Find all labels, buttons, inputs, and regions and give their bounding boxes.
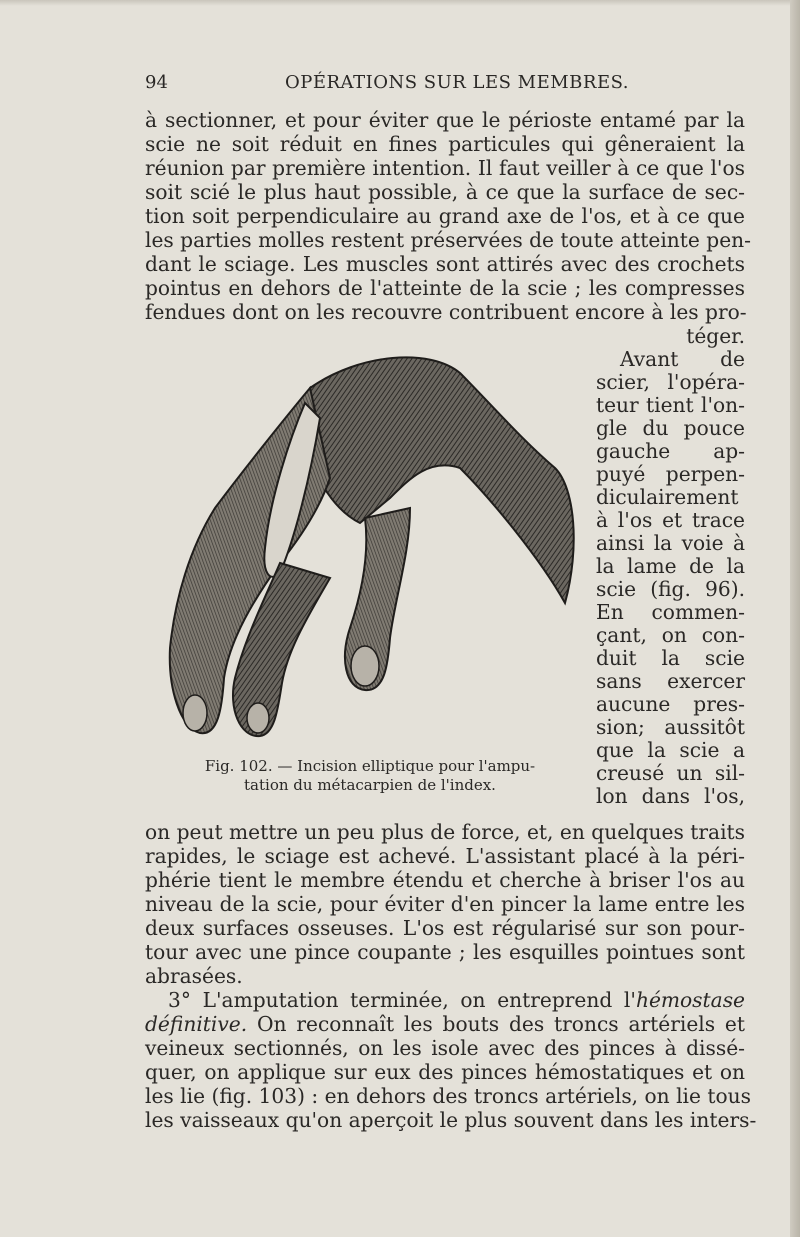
side-text-line: lon dans l'os, xyxy=(596,784,745,808)
side-text-line: ainsi la voie à xyxy=(596,531,745,555)
hand-illustration xyxy=(160,348,580,748)
text-line: fendues dont on les recouvre contribuent encore à les pro- xyxy=(145,300,747,324)
italic-term: hémostase xyxy=(635,988,745,1012)
text-line: dant le sciage. Les muscles sont attirés avec des crochets xyxy=(145,252,745,276)
side-text-line: diculairement xyxy=(596,485,739,509)
side-text-line: à l'os et trace xyxy=(596,508,745,532)
text-line: rapides, le sciage est achevé. L'assistant placé à la péri- xyxy=(145,844,745,868)
text-line: niveau de la scie, pour éviter d'en pincer la lame entre les xyxy=(145,892,745,916)
side-text-line: Avant de xyxy=(620,347,745,371)
text-line: tion soit perpendiculaire au grand axe de l'os, et à ce que xyxy=(145,204,745,228)
text-line: pointus en dehors de l'atteinte de la scie ; les compresses xyxy=(145,276,745,300)
side-text-line: scier, l'opéra- xyxy=(596,370,745,394)
side-text-line: que la scie a xyxy=(596,738,745,762)
side-text-line: la lame de la xyxy=(596,554,745,578)
page-top-edge xyxy=(0,0,800,6)
text-line: phérie tient le membre étendu et cherche à briser l'os au xyxy=(145,868,745,892)
side-text-line: sion; aussitôt xyxy=(596,715,745,739)
side-text-line: çant, on con- xyxy=(596,623,745,647)
figure-caption-line: Fig. 102. — Incision elliptique pour l'ampu- xyxy=(204,757,536,775)
side-text-line: gle du pouce xyxy=(596,416,745,440)
running-head: OPÉRATIONS SUR LES MEMBRES. xyxy=(285,72,630,93)
text-line xyxy=(168,988,745,1012)
side-text-line: téger. xyxy=(686,324,745,348)
text-line: deux surfaces osseuses. L'os est régularisé sur son pour- xyxy=(145,916,745,940)
figure-caption-line: tation du métacarpien de l'index. xyxy=(244,776,496,794)
text-line xyxy=(145,1012,745,1036)
text-line: les vaisseaux qu'on aperçoit le plus souvent dans les inters- xyxy=(145,1108,757,1132)
side-text-line: En commen- xyxy=(596,600,745,624)
page-right-edge xyxy=(790,0,800,1237)
text-line: on peut mettre un peu plus de force, et, en quelques traits xyxy=(145,820,745,844)
side-text-line: teur tient l'on- xyxy=(596,393,745,417)
side-text-line: aucune pres- xyxy=(596,692,745,716)
page-header xyxy=(145,72,745,98)
side-text-line: gauche ap- xyxy=(596,439,745,463)
text-line: abrasées. xyxy=(145,964,243,988)
side-text-line: scie (fig. 96). xyxy=(596,577,745,601)
text-line: veineux sectionnés, on les isole avec des pinces à dissé- xyxy=(145,1036,745,1060)
text-line: soit scié le plus haut possible, à ce que la surface de sec- xyxy=(145,180,745,204)
text-line: à sectionner, et pour éviter que le périoste entamé par la xyxy=(145,108,745,132)
text-span: On reconnaît les bouts des troncs artériels et xyxy=(247,1012,745,1036)
text-line: les lie (fig. 103) : en dehors des troncs artériels, on lie tous xyxy=(145,1084,751,1108)
text-line: les parties molles restent préservées de toute atteinte pen- xyxy=(145,228,751,252)
italic-term: définitive. xyxy=(145,1012,248,1036)
text-line: quer, on applique sur eux des pinces hémostatiques et on xyxy=(145,1060,745,1084)
side-text-line: creusé un sil- xyxy=(596,761,745,785)
side-text-line: puyé perpen- xyxy=(596,462,745,486)
text-line: tour avec une pince coupante ; les esquilles pointues sont xyxy=(145,940,745,964)
side-text-line: sans exercer xyxy=(596,669,745,693)
side-text-line: duit la scie xyxy=(596,646,745,670)
text-span: 3° L'amputation terminée, on entreprend l' xyxy=(168,988,636,1012)
text-line: scie ne soit réduit en fines particules qui gêneraient la xyxy=(145,132,745,156)
text-line: réunion par première intention. Il faut veiller à ce que l'os xyxy=(145,156,745,180)
page-number: 94 xyxy=(145,72,168,93)
